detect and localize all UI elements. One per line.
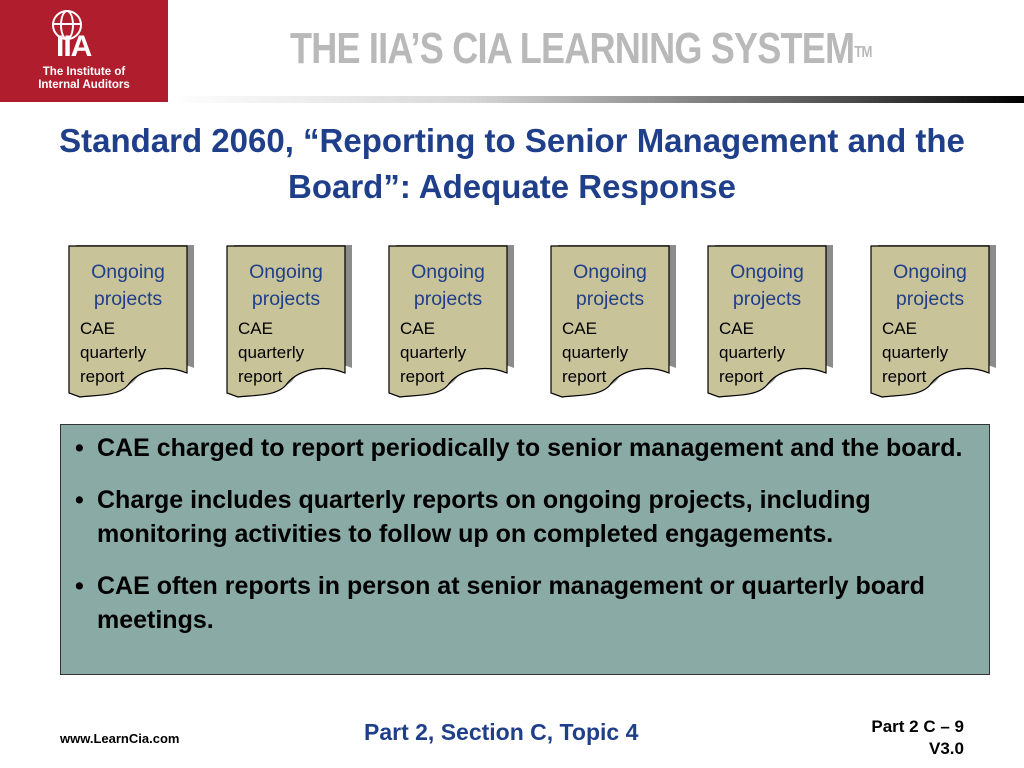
document-body	[882, 317, 982, 389]
document-heading	[226, 259, 346, 313]
document-heading	[707, 259, 827, 313]
footer-url: www.LearnCia.com	[60, 731, 180, 746]
document-body-line2: quarterly	[882, 343, 949, 362]
trademark: TM	[854, 44, 872, 61]
footer-part-info	[871, 716, 964, 760]
document-body-line1: CAE	[238, 319, 273, 338]
document-body-line3: report	[400, 367, 445, 386]
document-body-line2: quarterly	[80, 343, 147, 362]
document-heading-line2: projects	[93, 288, 163, 310]
document-heading-line2: projects	[575, 288, 645, 310]
document-heading	[68, 259, 188, 313]
document-body	[719, 317, 819, 389]
bullet-item	[75, 483, 979, 551]
logo-org-line1: The Institute of	[42, 66, 126, 78]
bullet-item	[75, 431, 979, 465]
document-body-line1: CAE	[400, 319, 435, 338]
bullet-item	[75, 569, 979, 637]
document-body-line3: report	[882, 367, 927, 386]
document-heading-line2: projects	[732, 288, 802, 310]
system-title-text: THE IIA’S CIA LEARNING SYSTEM	[290, 24, 855, 73]
document-body-line3: report	[80, 367, 125, 386]
document-icon	[707, 245, 835, 397]
footer-section: Part 2, Section C, Topic 4	[364, 719, 639, 745]
document-body-line1: CAE	[882, 319, 917, 338]
document-heading	[870, 259, 990, 313]
document-heading-line2: projects	[251, 288, 321, 310]
bullet-text: Charge includes quarterly reports on ongoing projects, including monitoring activities to follow up on completed engagements.	[97, 486, 871, 548]
logo-org-line2: Internal Auditors	[38, 79, 130, 91]
document-heading	[388, 259, 508, 313]
bullet-text: CAE often reports in person at senior management or quarterly board meetings.	[97, 572, 925, 634]
document-body	[562, 317, 662, 389]
document-heading-line1: Ongoing	[893, 261, 967, 283]
document-body	[80, 317, 180, 389]
document-icon	[226, 245, 354, 397]
bullet-dot: •	[75, 572, 84, 600]
header-divider	[168, 96, 1024, 103]
document-body-line2: quarterly	[238, 343, 305, 362]
document-body-line3: report	[562, 367, 607, 386]
iia-logo	[0, 0, 168, 102]
document-heading-line1: Ongoing	[91, 261, 165, 283]
document-body-line2: quarterly	[400, 343, 467, 362]
document-body-line1: CAE	[719, 319, 754, 338]
document-icon	[68, 245, 196, 397]
slide-title: Standard 2060, “Reporting to Senior Management and the Board”: Adequate Response	[59, 122, 965, 205]
document-heading-line1: Ongoing	[411, 261, 485, 283]
document-body	[238, 317, 338, 389]
bullet-list	[61, 425, 989, 637]
footer-part: Part 2 C – 9	[871, 717, 964, 736]
document-heading-line1: Ongoing	[730, 261, 804, 283]
document-body-line1: CAE	[562, 319, 597, 338]
bullet-dot: •	[75, 486, 84, 514]
logo-mark: IIA	[56, 30, 92, 63]
system-title	[290, 24, 872, 74]
document-body-line3: report	[719, 367, 764, 386]
document-body-line2: quarterly	[719, 343, 786, 362]
logo-org-name	[22, 66, 146, 92]
document-body-line1: CAE	[80, 319, 115, 338]
bullet-box	[60, 424, 990, 675]
document-heading-line2: projects	[413, 288, 483, 310]
document-icon	[870, 245, 998, 397]
bullet-dot: •	[75, 434, 84, 462]
document-heading	[550, 259, 670, 313]
document-icon	[388, 245, 516, 397]
document-heading-line1: Ongoing	[249, 261, 323, 283]
bullet-text: CAE charged to report periodically to senior management and the board.	[97, 434, 963, 462]
document-icon	[550, 245, 678, 397]
document-body	[400, 317, 500, 389]
document-body-line3: report	[238, 367, 283, 386]
footer-version: V3.0	[929, 739, 964, 758]
document-body-line2: quarterly	[562, 343, 629, 362]
document-heading-line2: projects	[895, 288, 965, 310]
document-heading-line1: Ongoing	[573, 261, 647, 283]
